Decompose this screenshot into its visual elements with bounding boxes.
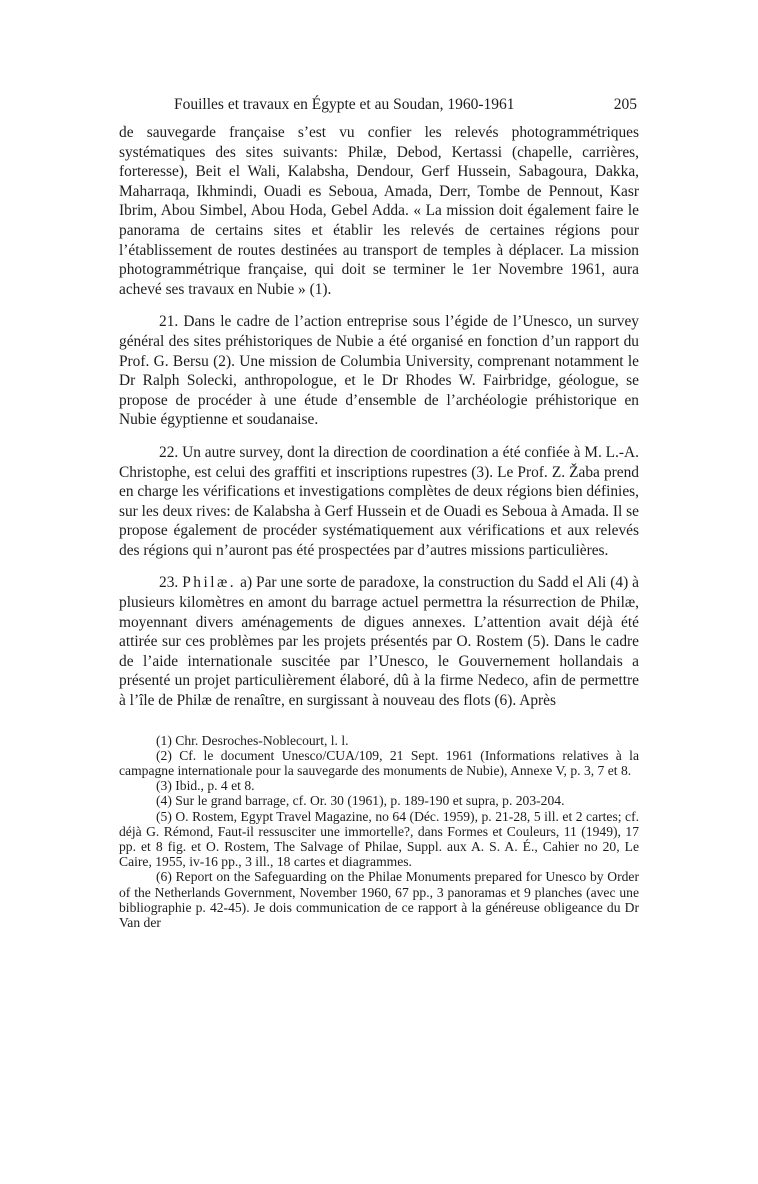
paragraph-21: 21. Dans le cadre de l’action entreprise sous l’égide de l’Unesco, un survey général des sites préhistoriques de Nubie a été organisé en fonction d’un rapport du Prof. G. Bersu (2). Une mission de Columbia University, comprenant notamment le Dr Ralph Solecki, anthropologue, et le Dr Rhodes W. Fairbridge, géologue, se propose de procéder à une étude d’ensemble de l’archéologie préhistorique en Nubie égyptienne et soudanaise. — [119, 313, 639, 429]
footnote-1: (1) Chr. Desroches-Noblecourt, l. l. — [156, 732, 349, 748]
paragraph-23-heading: Philæ. — [182, 574, 237, 592]
paragraph-23-number: 23. — [159, 574, 179, 592]
footnote-5: (5) O. Rostem, Egypt Travel Magazine, no 64 (Déc. 1959), p. 21-28, 5 ill. et 2 cartes; cf. déjà G. Rémond, Faut-il ressusciter une immortelle?, dans Formes et Couleurs, 11 (1949), 17 pp. et 8 fig. et O. Rostem, The Salvage of Philae, Suppl. aux A. S. A. É., Cahier no 20, Le Caire, 1955, iv-16 pp., 3 ill., 18 cartes et diagrammes. — [119, 808, 639, 870]
body-text — [119, 123, 639, 711]
footnote-3: (3) Ibid., p. 4 et 8. — [156, 778, 255, 794]
footnote-4: (4) Sur le grand barrage, cf. Or. 30 (1961), p. 189-190 et supra, p. 203-204. — [156, 793, 565, 809]
page-number: 205 — [613, 96, 637, 113]
footnote-2: (2) Cf. le document Unesco/CUA/109, 21 Sept. 1961 (Informations relatives à la campagne internationale pour la sauvegarde des monuments de Nubie), Annexe V, p. 3, 7 et 8. — [119, 747, 639, 779]
paragraph-22: 22. Un autre survey, dont la direction de coordination a été confiée à M. L.-A. Christophe, est celui des graffiti et inscriptions rupestres (3). Le Prof. Z. Žaba prend en charge les vérifications et investigations complètes de deux régions bien définies, sur les deux rives: de Kalabsha à Gerf Hussein et de Ouadi es Seboua à Amada. Il se propose également de procéder systématiquement aux vérifications et aux relevés des régions qui n’auront pas été prospectées par d’autres missions particulières. — [119, 443, 639, 559]
paragraph-23 — [119, 573, 639, 710]
document-page — [119, 95, 639, 930]
running-head — [119, 95, 639, 119]
running-title: Fouilles et travaux en Égypte et au Soudan, 1960-1961 — [174, 96, 515, 113]
footnote-6: (6) Report on the Safeguarding on the Philae Monuments prepared for Unesco by Order of the Netherlands Government, November 1960, 67 pp., 3 panoramas et 9 planches (avec une bibliographie p. 42-45). Je dois communication de ce rapport à la généreuse obligeance du Dr Van der — [119, 869, 639, 931]
paragraph-23-text: a) Par une sorte de paradoxe, la construction du Sadd el Ali (4) à plusieurs kilomètres en amont du barrage actuel permettra la résurrection de Philæ, moyennant divers aménagements de digues annexes. L’attention avait déjà été attirée sur ces problèmes par les projets présentés par O. Rostem (5). Dans le cadre de l’aide internationale suscitée par l’Unesco, le Gouvernement hollandais a présenté un projet particulièrement élaboré, dû à la firme Nedeco, afin de permettre à l’île de Philæ de renaître, en surgissant à nouveau des flots (6). Après — [119, 574, 639, 710]
footnotes — [119, 733, 639, 931]
paragraph-continuation: de sauvegarde française s’est vu confier les relevés photogrammétriques systématiques des sites suivants: Philæ, Debod, Kertassi (chapelle, carrières, forteresse), Beit el Wali, Kalabsha, Dendour, Gerf Hussein, Sabagoura, Dakka, Maharraqa, Ikhmindi, Ouadi es Seboua, Amada, Derr, Tombe de Pennout, Kasr Ibrim, Abou Simbel, Abou Hoda, Gebel Adda. « La mission doit également faire le panorama de certains sites et établir les relevés de certaines régions pour l’établissement de routes destinées au transport de temples à déplacer. La mission photogrammétrique française, qui doit se terminer le 1er Novembre 1961, aura achevé ses travaux en Nubie » (1). — [119, 124, 639, 298]
